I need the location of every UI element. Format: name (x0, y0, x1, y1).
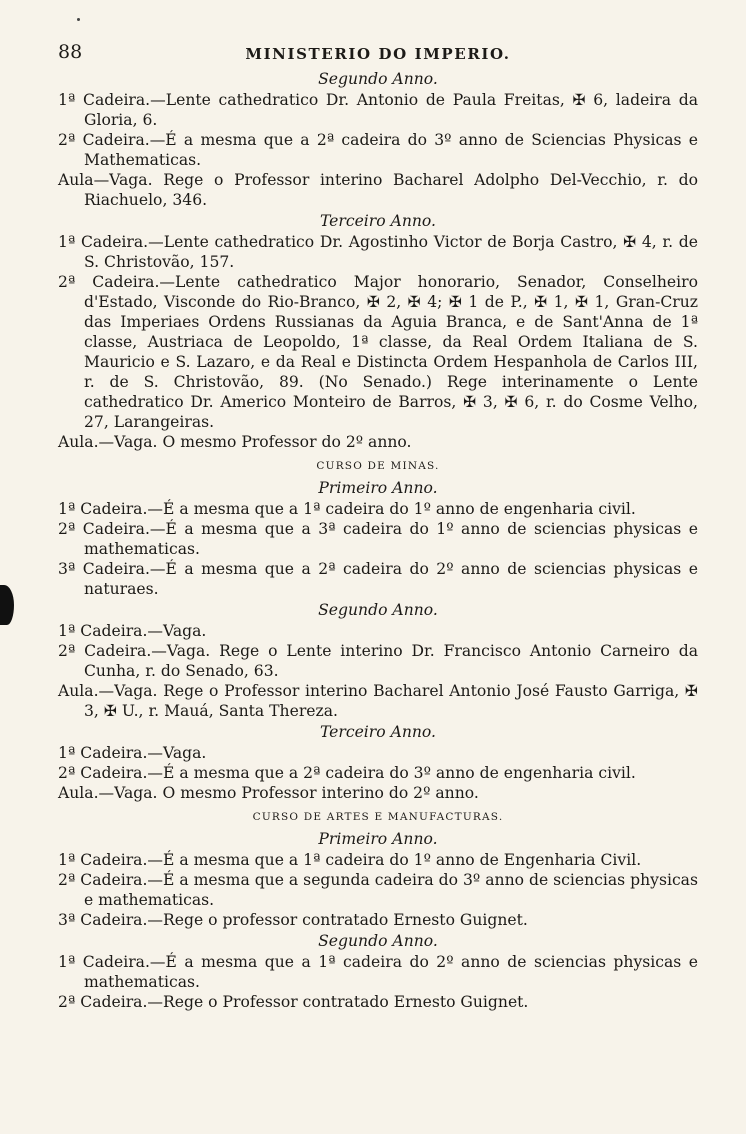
chair-entry: 3ª Cadeira.—Rege o professor contratado Ernesto Guignet. (58, 911, 528, 929)
page-edge-smudge (0, 585, 14, 625)
year-subheading: Terceiro Anno. (319, 212, 437, 230)
course-section-title: CURSO DE ARTES E MANUFACTURAS. (252, 811, 504, 823)
year-subheading: Primeiro Anno. (318, 479, 438, 497)
chair-entry: Aula.—Vaga. Rege o Professor interino Bacharel Antonio José Fausto Garriga, ✠ 3, ✠ U., r. Mauá, Santa Thereza. (58, 682, 698, 720)
chair-entry: 1ª Cadeira.—Lente cathedratico Dr. Antonio de Paula Freitas, ✠ 6, ladeira da Gloria, 6. (58, 91, 698, 129)
chair-entry: Aula.—Vaga. O mesmo Professor interino do 2º anno. (58, 784, 479, 802)
chair-entry: 2ª Cadeira.—É a mesma que a 2ª cadeira do 3º anno de engenharia civil. (58, 764, 636, 782)
running-title: MINISTERIO DO IMPERIO. (245, 45, 511, 63)
page-number: 88 (58, 41, 83, 63)
course-section-title: CURSO DE MINAS. (316, 460, 440, 472)
year-subheading: Terceiro Anno. (319, 723, 437, 741)
year-subheading: Primeiro Anno. (318, 830, 438, 848)
chair-entry: 2ª Cadeira.—Rege o Professor contratado Ernesto Guignet. (58, 993, 529, 1011)
chair-entry: 2ª Cadeira.—É a mesma que a 3ª cadeira do 1º anno de sciencias physicas e mathematicas. (58, 520, 698, 558)
chair-entry: 1ª Cadeira.—Vaga. (58, 744, 207, 762)
chair-entry: 1ª Cadeira.—Vaga. (58, 622, 207, 640)
chair-entry: 2ª Cadeira.—É a mesma que a 2ª cadeira do 3º anno de Sciencias Physicas e Mathematicas. (58, 131, 698, 169)
chair-entry: 1ª Cadeira.—Lente cathedratico Dr. Agostinho Victor de Borja Castro, ✠ 4, r. de S. Christovão, 157. (58, 233, 698, 271)
running-head (58, 40, 698, 68)
chair-entry: Aula.—Vaga. O mesmo Professor do 2º anno. (58, 433, 412, 451)
chair-entry: 2ª Cadeira.—É a mesma que a segunda cadeira do 3º anno de sciencias physicas e mathematicas. (58, 871, 698, 909)
chair-entry: 3ª Cadeira.—É a mesma que a 2ª cadeira do 2º anno de sciencias physicas e naturaes. (58, 560, 698, 598)
document-page (58, 40, 698, 1012)
chair-entry: 1ª Cadeira.—É a mesma que a 1ª cadeira do 1º anno de Engenharia Civil. (58, 851, 642, 869)
chair-entry: Aula—Vaga. Rege o Professor interino Bacharel Adolpho Del-Vecchio, r. do Riachuelo, 346. (58, 171, 698, 209)
ink-speck (77, 18, 80, 21)
year-subheading: Segundo Anno. (318, 70, 438, 88)
year-subheading: Segundo Anno. (318, 601, 438, 619)
chair-entry: 1ª Cadeira.—É a mesma que a 1ª cadeira do 2º anno de sciencias physicas e mathematicas. (58, 953, 698, 991)
body-text (58, 69, 698, 1012)
chair-entry: 1ª Cadeira.—É a mesma que a 1ª cadeira do 1º anno de engenharia civil. (58, 500, 636, 518)
chair-entry: 2ª Cadeira.—Lente cathedratico Major honorario, Senador, Conselheiro d'Estado, Visconde do Rio-Branco, ✠ 2, ✠ 4; ✠ 1 de P., ✠ 1, ✠ 1, Gran-Cruz das Imperiaes Ordens Russianas da Aguia Branca, e de Sant'Anna de 1ª classe, Austriaca de Leopoldo, 1ª classe, da Real Ordem Italiana de S. Mauricio e S. Lazaro, e da Real e Distincta Ordem Hespanhola de Carlos III, r. de S. Christovão, 89. (No Senado.) Rege interinamente o Lente cathedratico Dr. Americo Monteiro de Barros, ✠ 3, ✠ 6, r. do Cosme Velho, 27, Larangeiras. (58, 273, 698, 431)
chair-entry: 2ª Cadeira.—Vaga. Rege o Lente interino Dr. Francisco Antonio Carneiro da Cunha, r. do Senado, 63. (58, 642, 698, 680)
year-subheading: Segundo Anno. (318, 932, 438, 950)
